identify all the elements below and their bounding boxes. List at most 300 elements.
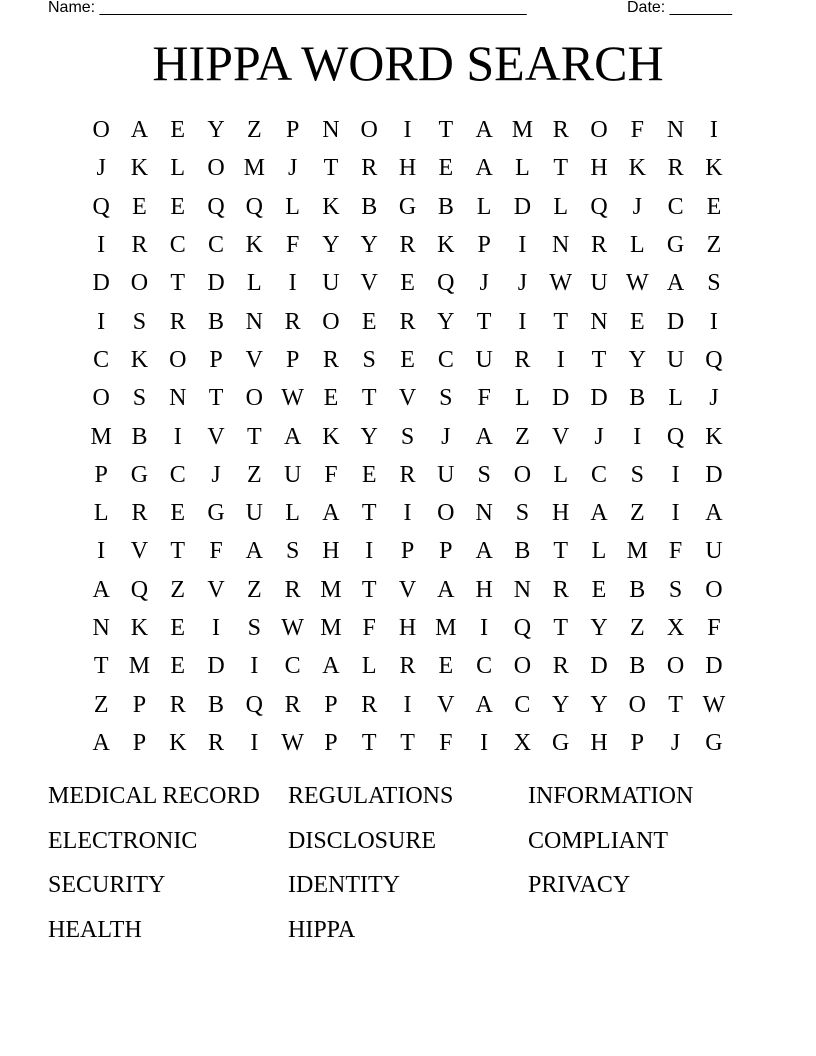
grid-letter: M (90, 423, 112, 450)
grid-letter: U (437, 461, 455, 488)
grid-letter: Q (130, 576, 149, 603)
name-field-label: Name: ________________________________________________ (48, 0, 527, 16)
grid-letter: D (513, 193, 532, 220)
grid-letter: D (207, 653, 225, 680)
grid-letter: I (212, 615, 221, 641)
grid-letter: R (208, 729, 225, 756)
grid-letter: H (398, 155, 417, 182)
grid-row (82, 264, 733, 302)
word-list-item: INFORMATION (528, 783, 694, 809)
grid-letter: P (209, 346, 223, 373)
grid-letter: L (361, 653, 377, 680)
grid-letter: M (435, 615, 457, 641)
grid-letter: T (361, 576, 377, 603)
word-list-item: REGULATIONS (288, 783, 454, 809)
grid-letter: R (169, 691, 186, 718)
grid-letter: O (666, 653, 685, 680)
grid-letter: U (322, 270, 340, 297)
grid-letter: S (132, 385, 147, 412)
grid-letter: Z (247, 576, 262, 603)
grid-row (82, 379, 733, 417)
grid-letter: T (553, 538, 569, 565)
grid-letter: I (97, 308, 106, 335)
grid-letter: S (668, 576, 683, 603)
grid-letter: S (477, 461, 491, 488)
grid-row (82, 188, 733, 226)
grid-letter: P (477, 232, 491, 259)
grid-letter: B (131, 423, 148, 450)
word-list (48, 779, 768, 958)
grid-letter: I (97, 538, 106, 565)
grid-letter: A (590, 500, 608, 527)
grid-letter: C (169, 461, 186, 488)
letter-grid (82, 111, 733, 762)
grid-letter: J (287, 155, 298, 182)
word-list-item: ELECTRONIC (48, 827, 198, 854)
grid-letter: E (629, 308, 645, 335)
grid-letter: C (169, 232, 186, 259)
grid-letter: U (666, 346, 685, 373)
grid-letter: Y (628, 346, 646, 373)
grid-letter: U (245, 500, 263, 527)
grid-letter: P (132, 691, 147, 718)
grid-letter: E (400, 270, 415, 297)
grid-letter: N (245, 308, 263, 335)
grid-letter: L (247, 270, 262, 297)
grid-letter: T (400, 729, 415, 756)
grid-letter: F (630, 117, 644, 144)
grid-letter: E (132, 193, 147, 220)
grid-letter: D (207, 270, 225, 297)
grid-letter: H (552, 500, 570, 527)
grid-letter: C (591, 461, 608, 488)
grid-letter: O (92, 117, 110, 144)
grid-letter: E (170, 500, 186, 527)
grid-letter: Y (590, 615, 608, 641)
word-list-item: SECURITY (48, 872, 166, 899)
grid-letter: T (361, 385, 377, 412)
grid-letter: A (437, 576, 455, 603)
grid-letter: K (130, 346, 149, 373)
grid-letter: P (439, 538, 453, 565)
grid-letter: O (322, 308, 340, 335)
grid-letter: P (324, 729, 338, 756)
grid-row (82, 494, 733, 532)
grid-letter: E (706, 193, 722, 220)
grid-letter: N (169, 385, 187, 412)
grid-letter: K (322, 423, 340, 450)
grid-letter: W (281, 729, 304, 756)
grid-letter: O (705, 576, 723, 603)
grid-letter: Q (207, 193, 225, 220)
grid-letter: B (514, 538, 531, 565)
grid-letter: Y (437, 308, 455, 335)
grid-letter: I (403, 500, 412, 527)
grid-letter: I (97, 232, 106, 259)
grid-letter: S (515, 500, 530, 527)
grid-row (82, 456, 733, 494)
grid-row (82, 226, 733, 264)
grid-letter: M (243, 155, 265, 182)
grid-row (82, 341, 733, 379)
grid-letter: I (556, 346, 565, 373)
grid-letter: W (281, 385, 304, 412)
grid-letter: C (476, 653, 493, 680)
grid-letter: M (320, 576, 342, 603)
grid-letter: S (630, 461, 644, 488)
grid-letter: S (285, 538, 300, 565)
grid-letter: O (513, 461, 532, 488)
grid-letter: F (285, 232, 300, 259)
grid-letter: A (705, 500, 723, 527)
grid-letter: H (590, 155, 608, 182)
grid-letter: T (170, 270, 186, 297)
grid-letter: B (208, 308, 225, 335)
grid-letter: N (92, 615, 110, 641)
grid-letter: E (361, 308, 377, 335)
grid-letter: N (666, 117, 685, 144)
grid-row (82, 149, 733, 187)
grid-letter: A (475, 423, 493, 450)
grid-letter: E (323, 385, 339, 412)
grid-letter: K (705, 155, 723, 182)
grid-letter: O (360, 117, 378, 144)
grid-letter: E (438, 653, 454, 680)
grid-letter: T (170, 538, 186, 565)
grid-letter: E (170, 615, 186, 641)
grid-letter: Z (515, 423, 530, 450)
grid-letter: P (285, 117, 300, 144)
grid-letter: E (400, 346, 415, 373)
grid-letter: T (323, 155, 339, 182)
word-list-item: IDENTITY (288, 872, 400, 899)
grid-letter: R (284, 691, 301, 718)
grid-letter: J (211, 461, 221, 488)
grid-letter: X (513, 729, 532, 756)
grid-letter: T (361, 500, 377, 527)
grid-row (82, 302, 733, 340)
grid-letter: E (170, 117, 186, 144)
grid-row (82, 724, 733, 762)
grid-letter: Q (245, 691, 263, 718)
grid-letter: O (207, 155, 225, 182)
grid-letter: G (398, 193, 417, 220)
grid-letter: K (628, 155, 646, 182)
grid-letter: Z (170, 576, 186, 603)
grid-letter: W (702, 691, 726, 718)
grid-letter: C (284, 653, 301, 680)
grid-letter: R (552, 653, 569, 680)
grid-letter: A (322, 500, 340, 527)
grid-letter: U (590, 270, 608, 297)
grid-letter: D (590, 653, 608, 680)
grid-letter: U (283, 461, 302, 488)
grid-letter: O (513, 653, 532, 680)
grid-letter: F (362, 615, 376, 641)
grid-letter: N (590, 308, 608, 335)
grid-letter: I (288, 270, 297, 297)
grid-letter: R (552, 576, 569, 603)
grid-letter: M (320, 615, 342, 641)
grid-letter: E (438, 155, 454, 182)
grid-letter: N (475, 500, 493, 527)
grid-letter: F (668, 538, 683, 565)
grid-letter: G (552, 729, 570, 756)
grid-letter: K (322, 193, 340, 220)
grid-letter: R (514, 346, 531, 373)
grid-letter: B (208, 691, 225, 718)
grid-letter: D (705, 653, 723, 680)
grid-letter: L (553, 193, 569, 220)
grid-letter: A (475, 691, 493, 718)
grid-letter: C (667, 193, 684, 220)
grid-letter: G (705, 729, 723, 756)
grid-letter: Q (513, 615, 532, 641)
grid-letter: R (131, 500, 148, 527)
grid-letter: N (322, 117, 340, 144)
grid-letter: J (96, 155, 106, 182)
grid-letter: F (707, 615, 721, 641)
grid-letter: J (709, 385, 719, 412)
grid-letter: Z (247, 461, 262, 488)
grid-letter: Y (590, 691, 608, 718)
grid-letter: Z (706, 232, 722, 259)
grid-letter: V (398, 385, 417, 412)
grid-letter: F (439, 729, 453, 756)
word-list-item: HIPPA (288, 917, 356, 944)
grid-letter: Q (666, 423, 685, 450)
grid-letter: I (365, 538, 374, 565)
grid-letter: G (666, 232, 685, 259)
grid-letter: W (281, 615, 304, 641)
grid-letter: U (705, 538, 723, 565)
grid-letter: L (476, 193, 492, 220)
grid-letter: I (709, 308, 718, 335)
grid-letter: Y (360, 423, 378, 450)
grid-letter: O (590, 117, 608, 144)
grid-letter: P (400, 538, 415, 565)
grid-letter: Q (245, 193, 263, 220)
grid-letter: S (247, 615, 262, 641)
grid-row (82, 111, 733, 149)
grid-letter: I (518, 232, 527, 259)
grid-letter: T (668, 691, 683, 718)
grid-letter: L (668, 385, 683, 412)
grid-letter: R (361, 155, 378, 182)
grid-letter: L (553, 461, 569, 488)
grid-letter: T (591, 346, 607, 373)
grid-letter: Q (705, 346, 723, 373)
grid-letter: K (169, 729, 187, 756)
grid-letter: L (285, 500, 300, 527)
grid-letter: P (94, 461, 108, 488)
grid-letter: C (208, 232, 225, 259)
grid-letter: I (633, 423, 642, 450)
grid-letter: T (438, 117, 454, 144)
grid-letter: V (360, 270, 378, 297)
grid-letter: I (250, 729, 259, 756)
grid-letter: R (169, 308, 186, 335)
grid-letter: J (670, 729, 681, 756)
word-list-item: MEDICAL RECORD (48, 783, 260, 809)
grid-letter: E (361, 461, 377, 488)
grid-letter: Z (93, 691, 109, 718)
grid-letter: W (625, 270, 649, 297)
grid-letter: F (209, 538, 223, 565)
grid-letter: R (284, 308, 301, 335)
grid-letter: L (591, 538, 607, 565)
grid-letter: P (285, 346, 300, 373)
grid-letter: A (245, 538, 263, 565)
grid-letter: B (629, 385, 646, 412)
grid-letter: M (626, 538, 648, 565)
grid-letter: B (629, 576, 646, 603)
grid-letter: M (128, 653, 151, 680)
grid-letter: V (245, 346, 263, 373)
page-title: HIPPA WORD SEARCH (152, 35, 664, 91)
grid-letter: R (667, 155, 684, 182)
grid-letter: I (518, 308, 527, 335)
grid-letter: K (245, 232, 263, 259)
grid-letter: Q (437, 270, 455, 297)
grid-letter: S (707, 270, 721, 297)
grid-letter: P (132, 729, 147, 756)
grid-letter: Q (92, 193, 110, 220)
grid-letter: K (130, 615, 149, 641)
grid-letter: Y (322, 232, 340, 259)
grid-letter: D (666, 308, 685, 335)
grid-letter: A (475, 155, 493, 182)
grid-letter: B (629, 653, 646, 680)
grid-letter: H (322, 538, 340, 565)
grid-letter: Z (629, 615, 645, 641)
grid-row (82, 647, 733, 685)
grid-letter: I (403, 117, 412, 144)
grid-letter: S (439, 385, 453, 412)
grid-letter: T (361, 729, 377, 756)
grid-letter: A (322, 653, 340, 680)
grid-letter: N (513, 576, 532, 603)
grid-letter: V (552, 423, 570, 450)
grid-letter: O (130, 270, 149, 297)
grid-row (82, 609, 733, 647)
grid-letter: C (93, 346, 110, 373)
grid-row (82, 417, 733, 455)
grid-letter: P (324, 691, 338, 718)
grid-letter: T (476, 308, 492, 335)
grid-letter: I (480, 729, 489, 756)
word-list-item: COMPLIANT (528, 827, 669, 854)
grid-letter: R (399, 232, 416, 259)
word-list-item: PRIVACY (528, 872, 631, 899)
grid-letter: D (552, 385, 570, 412)
grid-letter: I (671, 461, 680, 488)
grid-letter: S (132, 308, 147, 335)
grid-letter: A (283, 423, 302, 450)
grid-letter: T (553, 615, 569, 641)
grid-letter: A (130, 117, 149, 144)
grid-letter: K (130, 155, 149, 182)
grid-letter: Y (360, 232, 378, 259)
grid-letter: J (479, 270, 489, 297)
grid-letter: F (477, 385, 491, 412)
grid-letter: L (285, 193, 300, 220)
grid-letter: I (480, 615, 489, 641)
grid-row (82, 685, 733, 723)
grid-letter: X (666, 615, 685, 641)
grid-letter: E (170, 193, 186, 220)
grid-letter: V (207, 576, 225, 603)
grid-letter: Y (552, 691, 570, 718)
grid-letter: A (475, 538, 493, 565)
grid-letter: R (591, 232, 608, 259)
grid-letter: D (92, 270, 110, 297)
grid-letter: J (441, 423, 451, 450)
grid-letter: P (630, 729, 644, 756)
grid-letter: H (398, 615, 417, 641)
grid-letter: E (170, 653, 186, 680)
grid-letter: O (92, 385, 110, 412)
grid-letter: V (437, 691, 455, 718)
grid-letter: C (437, 346, 454, 373)
grid-letter: O (245, 385, 263, 412)
grid-letter: L (629, 232, 645, 259)
grid-letter: O (437, 500, 455, 527)
date-field-label: Date: _______ (627, 0, 732, 16)
grid-letter: A (666, 270, 685, 297)
grid-letter: M (511, 117, 534, 144)
grid-letter: G (207, 500, 225, 527)
grid-letter: V (130, 538, 149, 565)
grid-letter: I (709, 117, 718, 144)
grid-row (82, 532, 733, 570)
grid-letter: I (173, 423, 182, 450)
grid-letter: R (131, 232, 148, 259)
grid-letter: R (361, 691, 378, 718)
grid-letter: V (207, 423, 225, 450)
grid-letter: T (208, 385, 224, 412)
grid-letter: H (475, 576, 493, 603)
grid-letter: A (92, 729, 110, 756)
grid-letter: L (170, 155, 186, 182)
grid-letter: K (705, 423, 723, 450)
grid-letter: D (705, 461, 723, 488)
grid-letter: Y (207, 117, 225, 144)
grid-letter: F (324, 461, 338, 488)
word-list-item: HEALTH (48, 917, 142, 944)
grid-letter: A (92, 576, 110, 603)
grid-letter: J (594, 423, 604, 450)
grid-letter: R (322, 346, 339, 373)
grid-letter: B (361, 193, 378, 220)
grid-letter: W (549, 270, 573, 297)
grid-letter: S (400, 423, 415, 450)
grid-letter: L (93, 500, 109, 527)
grid-letter: U (475, 346, 493, 373)
grid-letter: G (130, 461, 149, 488)
grid-letter: J (632, 193, 642, 220)
grid-letter: J (517, 270, 528, 297)
grid-letter: K (437, 232, 455, 259)
grid-letter: Z (629, 500, 645, 527)
grid-letter: E (591, 576, 607, 603)
grid-letter: C (514, 691, 531, 718)
grid-letter: R (399, 461, 416, 488)
grid-letter: D (590, 385, 608, 412)
grid-letter: I (403, 691, 412, 718)
grid-letter: S (362, 346, 376, 373)
grid-letter: O (628, 691, 646, 718)
